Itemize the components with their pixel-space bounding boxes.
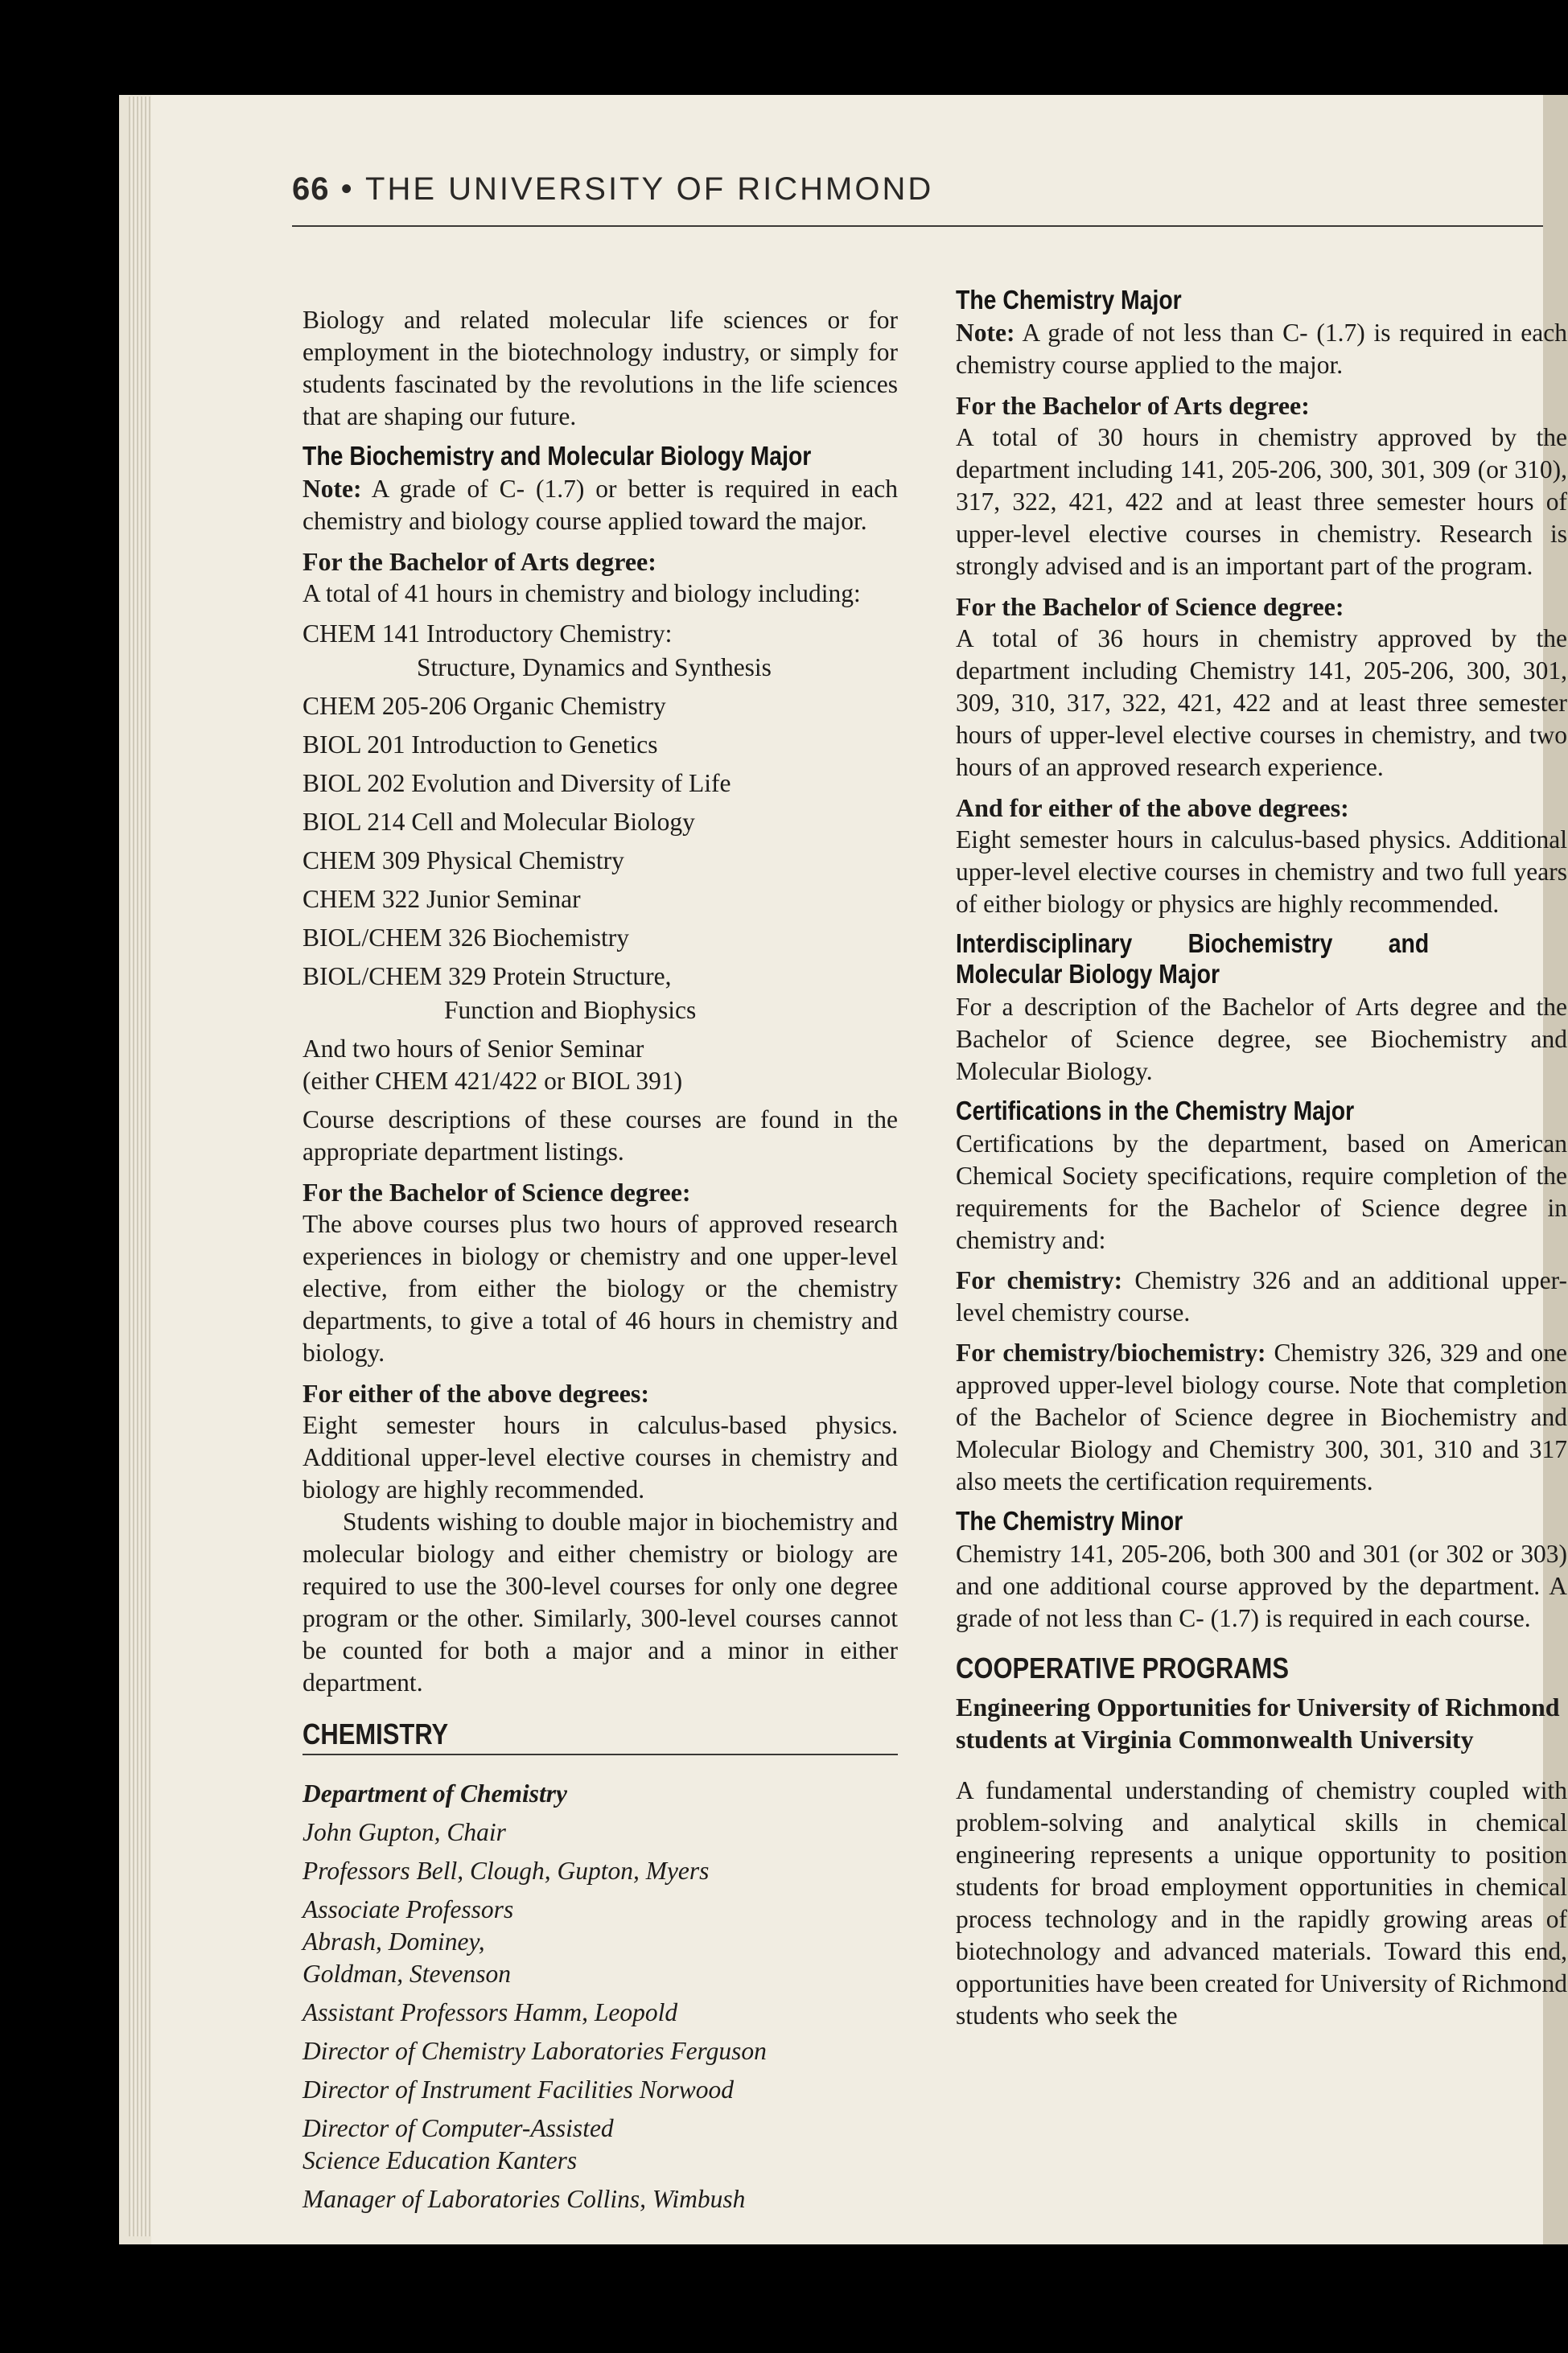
faculty-line: Director of Chemistry Laboratories Ferguson (302, 2037, 767, 2065)
faculty-line: Assistant Professors Hamm, Leopold (302, 1998, 678, 2026)
course-item-continued: Structure, Dynamics and Synthesis (417, 653, 772, 681)
chemistry-section-heading: CHEMISTRY (302, 1717, 449, 1750)
faculty-line: Manager of Laboratories Collins, Wimbush (302, 2185, 746, 2213)
department-name: Department of Chemistry (302, 1779, 567, 1808)
faculty-line: Associate Professors Abrash, Dominey, Goldman, Stevenson (302, 1895, 514, 1988)
senior-seminar-line: (either CHEM 421/422 or BIOL 391) (302, 1067, 683, 1095)
left-column (302, 304, 898, 2222)
faculty-line: Director of Computer-Assisted Science Education Kanters (302, 2114, 614, 2174)
either-degree-heading: And for either of the above degrees: (956, 793, 1349, 822)
chemistry-major-note (956, 317, 1567, 381)
double-major-text: Students wishing to double major in biochemistry and molecular biology and either chemistry or biology are required to use the 300-level courses for only one degree program or the other. Similarly, 300-level courses cannot be counted for both a major and a minor in either department. (302, 1508, 898, 1697)
header-title: THE UNIVERSITY OF RICHMOND (365, 171, 934, 207)
interdisciplinary-heading: Interdisciplinary Biochemistry and Molecular Biology Major (956, 928, 1430, 989)
right-column (956, 285, 1567, 2040)
course-item: CHEM 141 Introductory Chemistry: (302, 619, 673, 648)
for-biochemistry-label: For chemistry/biochemistry: (956, 1339, 1266, 1367)
running-header (292, 171, 1402, 208)
note-label: Note: (956, 319, 1015, 347)
note-text: A grade of C- (1.7) or better is required in each chemistry and biology course applied toward the major. (302, 475, 898, 535)
course-item: BIOL 202 Evolution and Diversity of Life (302, 769, 731, 797)
course-item: BIOL 201 Introduction to Genetics (302, 730, 658, 759)
page (151, 95, 1567, 2244)
page-edges (129, 97, 151, 2236)
ba-degree-text: A total of 41 hours in chemistry and biology including: (302, 579, 861, 607)
ba-degree-heading: For the Bachelor of Arts degree: (302, 547, 656, 576)
header-bullet: • (340, 171, 366, 207)
either-degree-text: Eight semester hours in calculus-based physics. Additional upper-level elective courses in chemistry and two full years of either biology or physics are highly recommended. (956, 825, 1567, 918)
course-item: CHEM 322 Junior Seminar (302, 885, 581, 913)
bs-degree-text: A total of 36 hours in chemistry approved by the department including Chemistry 141, 205-206, 300, 301, 309, 310, 317, 322, 421, 422 and at least three semester hours of upper-level elective courses in chemistry, and two hours of an approved research experience. (956, 624, 1567, 781)
bmb-major-heading: The Biochemistry and Molecular Biology Major (302, 441, 812, 471)
faculty-line: Director of Instrument Facilities Norwood (302, 2075, 735, 2104)
course-item: CHEM 205-206 Organic Chemistry (302, 692, 666, 720)
engineering-text: A fundamental understanding of chemistry coupled with problem-solving and analytical skills in chemical engineering represents a unique opportunity to position students for broad employment opportunities in chemical process technology and in the rapidly growing areas of biotechnology and advanced materials. Toward this end, opportunities have been created for University of Richmond students who seek the (956, 1776, 1567, 2030)
bmb-note (302, 473, 898, 537)
faculty-line: John Gupton, Chair (302, 1818, 506, 1846)
header-rule (292, 225, 1543, 227)
course-item: BIOL 214 Cell and Molecular Biology (302, 808, 695, 836)
for-chemistry-label: For chemistry: (956, 1266, 1123, 1294)
faculty-list (302, 1778, 898, 2215)
bs-degree-text: The above courses plus two hours of approved research experiences in biology or chemistry and one upper-level elective, from either the biology or the chemistry departments, to give a total of 46 hours in chemistry and biology. (302, 1210, 898, 1367)
chemistry-minor-heading: The Chemistry Minor (956, 1506, 1183, 1536)
note-text: A grade of not less than C- (1.7) is required in each chemistry course applied to the major. (956, 319, 1567, 379)
page-number: 66 (292, 171, 330, 207)
certifications-text: Certifications by the department, based on American Chemical Society specifications, require completion of the requirements for the Bachelor of Science degree in chemistry and: (956, 1129, 1567, 1254)
ba-degree-heading: For the Bachelor of Arts degree: (956, 391, 1310, 420)
course-descriptions-note: Course descriptions of these courses are found in the appropriate department listings. (302, 1105, 898, 1166)
note-label: Note: (302, 475, 362, 503)
course-item-continued: Function and Biophysics (444, 996, 697, 1024)
course-item: CHEM 309 Physical Chemistry (302, 846, 624, 874)
for-chemistry-body: Chemistry 326 and an additional upper-level chemistry course. (956, 1266, 1567, 1327)
section-rule (302, 1754, 898, 1755)
either-degree-text: Eight semester hours in calculus-based physics. Additional upper-level elective courses in chemistry and biology are highly recommended. (302, 1411, 898, 1504)
certifications-heading: Certifications in the Chemistry Major (956, 1096, 1355, 1125)
course-list (302, 618, 898, 1097)
chemistry-minor-text: Chemistry 141, 205-206, both 300 and 301 (or 302 or 303) and one additional course approved by the department. A grade of not less than C- (1.7) is required in each course. (956, 1540, 1567, 1632)
for-chemistry-text (956, 1265, 1567, 1329)
for-biochemistry-text (956, 1337, 1567, 1498)
either-degree-heading: For either of the above degrees: (302, 1379, 649, 1408)
cooperative-programs-heading: COOPERATIVE PROGRAMS (956, 1652, 1289, 1685)
engineering-heading: Engineering Opportunities for University of Richmond students at Virginia Commonwealth University (956, 1693, 1560, 1754)
for-biochemistry-body: Chemistry 326, 329 and one approved upper-level biology course. Note that completion of the Bachelor of Science degree in Biochemistry and Molecular Biology and Chemistry 300, 301, 310 and 317 also meets the certification requirements. (956, 1339, 1567, 1495)
faculty-line: Professors Bell, Clough, Gupton, Myers (302, 1857, 710, 1885)
course-item: BIOL/CHEM 326 Biochemistry (302, 924, 629, 952)
chemistry-major-heading: The Chemistry Major (956, 285, 1182, 315)
course-item: BIOL/CHEM 329 Protein Structure, (302, 962, 672, 990)
intro-paragraph: Biology and related molecular life sciences or for employment in the biotechnology industry, or simply for students fascinated by the revolutions in the life sciences that are shaping our future. (302, 306, 898, 430)
bs-degree-heading: For the Bachelor of Science degree: (302, 1178, 691, 1207)
senior-seminar-line: And two hours of Senior Seminar (302, 1035, 644, 1063)
bs-degree-heading: For the Bachelor of Science degree: (956, 592, 1344, 621)
ba-degree-text: A total of 30 hours in chemistry approved by the department including 141, 205-206, 300, 301, 309 (or 310), 317, 322, 421, 422 and at least three semester hours of upper-level elective courses in chemistry. Research is strongly advised and is an important part of the program. (956, 423, 1567, 580)
interdisciplinary-text: For a description of the Bachelor of Arts degree and the Bachelor of Science degree, see Biochemistry and Molecular Biology. (956, 993, 1567, 1085)
